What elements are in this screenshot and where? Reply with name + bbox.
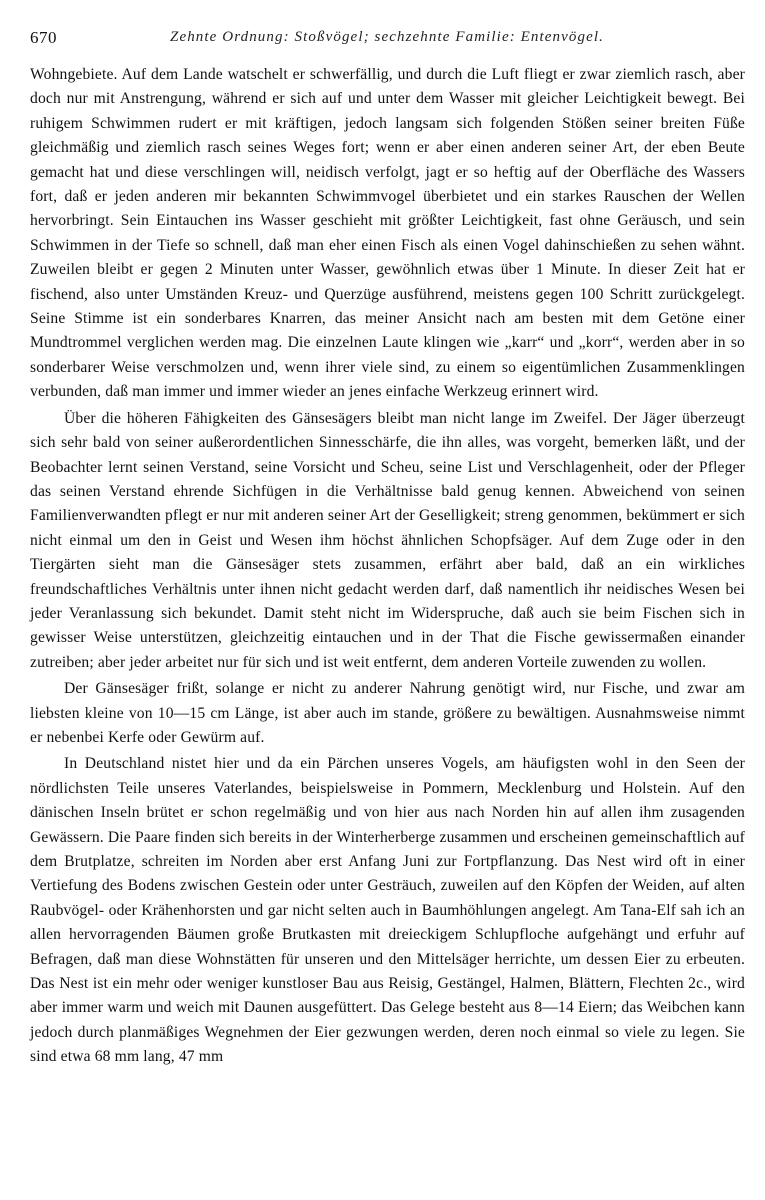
paragraph-continued: Wohngebiete. Auf dem Lande watschelt er schwerfällig, und durch die Luft fliegt er zwar ziemlich rasch, aber doch nur mit Anstrengung, während er sich auf und unter dem Wasser mit gleicher Leichtigkeit bewegt. Bei ruhigem Schwimmen rudert er mit kräftigen, jedoch langsam sich folgenden Stößen seiner breiten Füße gleichmäßig und ziemlich rasch seines Weges fort; wenn er aber einen anderen seiner Art, der eben Beute gemacht hat und diese verschlingen will, neidisch verfolgt, jagt er so heftig auf der Oberfläche des Wassers fort, daß er jeden anderen mir bekannten Schwimmvogel überbietet und ein starkes Rauschen der Wellen hervorbringt. Sein Eintauchen ins Wasser geschieht mit größter Leichtigkeit, fast ohne Geräusch, und sein Schwimmen in der Tiefe so schnell, daß man eher einen Fisch als einen Vogel dahinschießen zu sehen wähnt. Zuweilen bleibt er gegen 2 Minuten unter Wasser, gewöhnlich etwas über 1 Minute. In dieser Zeit hat er fischend, also unter Umständen Kreuz- und Querzüge ausführend, meistens gegen 100 Schritt zurückgelegt. Seine Stimme ist ein sonderbares Knarren, das meiner Ansicht nach am besten mit dem Getöne einer Mundtrommel verglichen werden mag. Die einzelnen Laute klingen wie „karr“ und „korr“, werden aber in so sonderbarer Weise verschmolzen und, wenn ihrer viele sind, zu einem so eigentümlichen Zusammenklingen verbunden, daß man immer und immer wieder an jenes einfache Werkzeug erinnert wird. <box>30 66 745 401</box>
paragraph-intelligence: Über die höheren Fähigkeiten des Gänsesägers bleibt man nicht lange im Zweifel. Der Jäger überzeugt sich sehr bald von seiner außerordentlichen Sinnesschärfe, die ihn alles, was vorgeht, bemerken läßt, und der Beobachter lernt seinen Verstand, seine Vorsicht und Scheu, seine List und Verschlagenheit, oder der Pfleger das seinen Verstand ehrende Sichfügen in die Verhältnisse bald genug kennen. Abweichend von seinen Familienverwandten pflegt er nur mit anderen seiner Art der Geselligkeit; streng genommen, bekümmert er sich nicht einmal um den in Geist und Wesen ihm höchst ähnlichen Schopfsäger. Auf dem Zuge oder in den Tiergärten sieht man die Gänsesäger stets zusammen, erfährt aber bald, daß an ein wirkliches freundschaftliches Verhältnis unter ihnen nicht gedacht werden darf, daß namentlich ihr neidisches Wesen bei jeder Veranlassung sich bekundet. Damit steht nicht im Widerspruche, daß auch sie beim Fischen sich in gewisser Weise unterstützen, gleichzeitig eintauchen und in der That die Fische gewissermaßen einander zutreiben; aber jeder arbeitet nur für sich und ist weit entfernt, dem anderen Vorteile zuwenden zu wollen. <box>30 409 745 671</box>
page-header <box>30 28 745 52</box>
running-head: Zehnte Ordnung: Stoßvögel; sechzehnte Familie: Entenvögel. <box>170 29 604 45</box>
body-text <box>30 63 745 1070</box>
page-number: 670 <box>30 28 57 47</box>
paragraph-breeding: In Deutschland nistet hier und da ein Pärchen unseres Vogels, am häufigsten wohl in den Seen der nördlichsten Teile unseres Vaterlandes, beispielsweise in Pommern, Mecklenburg und Holstein. Auf den dänischen Inseln brütet er schon regelmäßig und von hier aus nach Norden hin auf allen ihm zusagenden Gewässern. Die Paare finden sich bereits in der Winterherberge zusammen und erscheinen gemeinschaftlich auf dem Brutplatze, schreiten im Norden aber erst Anfang Juni zur Fortpflanzung. Das Nest wird oft in einer Vertiefung des Bodens zwischen Gestein oder unter Gesträuch, zuweilen auf den Köpfen der Weiden, auf alten Raubvögel- oder Krähenhorsten und gar nicht selten auch in Baumhöhlungen angelegt. Am Tana-Elf sah ich an allen hervorragenden Bäumen große Brutkasten mit dreieckigem Schlupfloche aufgehängt und erfuhr auf Befragen, daß man diese Wohnstätten für unseren und den Mittelsäger herrichte, um dessen Eier zu erbeuten. Das Nest ist ein mehr oder weniger kunstloser Bau aus Reisig, Gestängel, Halmen, Blättern, Flechten 2c., wird aber immer warm und weich mit Daunen ausgefüttert. Das Gelege besteht aus 8—14 Eiern; das Weibchen kann jedoch durch planmäßiges Wegnehmen der Eier gezwungen werden, deren noch einmal so viele zu legen. Sie sind etwa 68 mm lang, 47 mm <box>30 755 745 1066</box>
paragraph-diet: Der Gänsesäger frißt, solange er nicht zu anderer Nahrung genötigt wird, nur Fische, und zwar am liebsten kleine von 10—15 cm Länge, ist aber auch im stande, größere zu bewältigen. Ausnahmsweise nimmt er nebenbei Kerfe oder Gewürm auf. <box>30 680 745 746</box>
